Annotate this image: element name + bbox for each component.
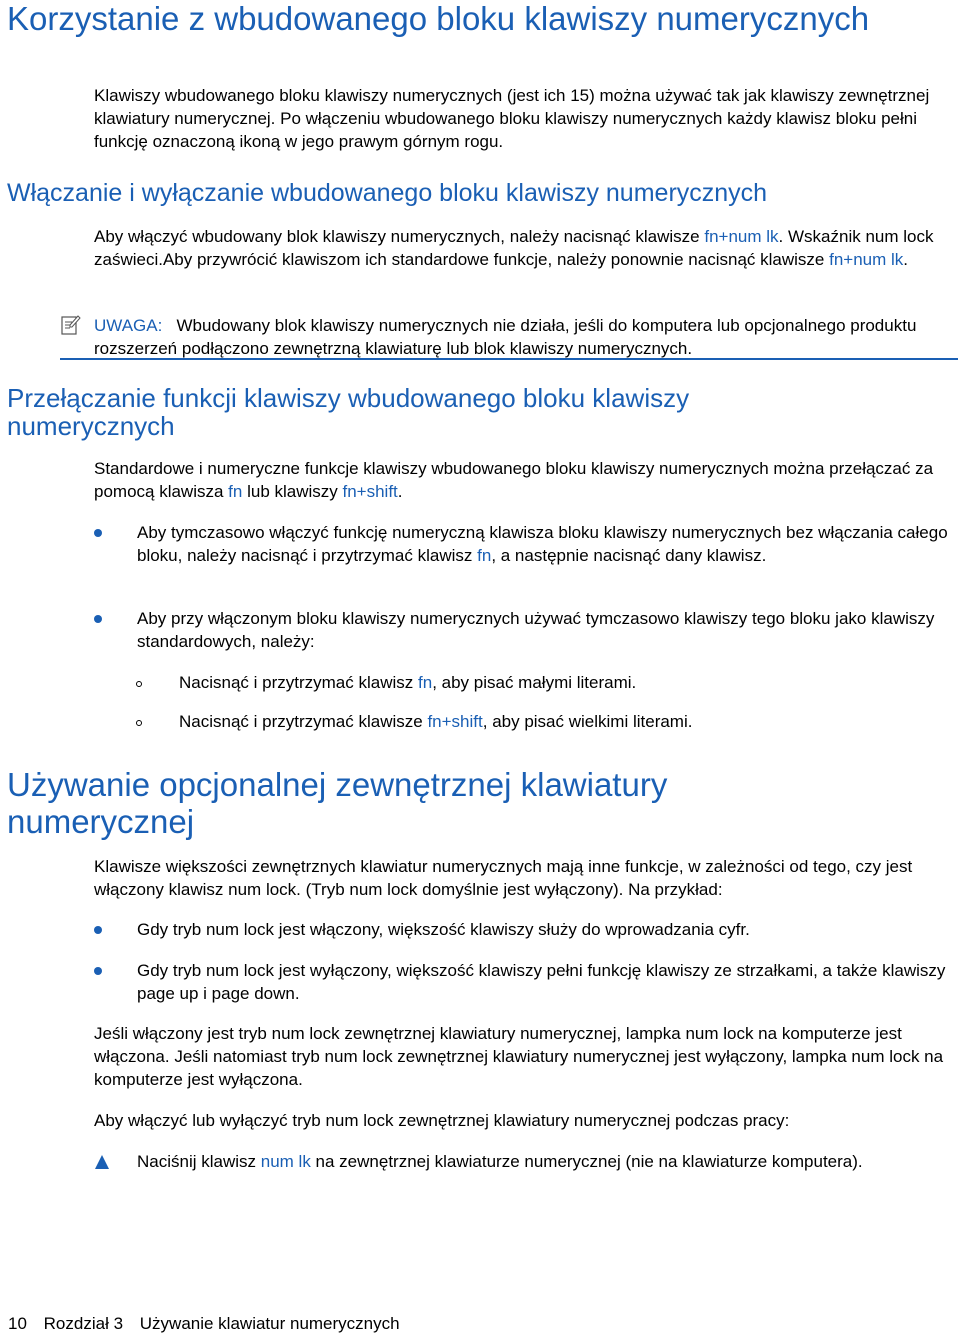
text-part: . xyxy=(397,482,403,501)
text-part: . Wskaźnik num lock zaświeci.Aby przywrócić klawiszom ich standardowe funkcje, należy ponownie nacisnąć klawisze xyxy=(94,227,934,269)
section-title-built-in-keypad: Korzystanie z wbudowanego bloku klawiszy numerycznych xyxy=(7,0,870,37)
switch-paragraph xyxy=(94,457,956,503)
text-part: Standardowe i numeryczne funkcje klawiszy wbudowanego bloku klawiszy numerycznych można przełączać za pomocą klawisza xyxy=(94,459,934,501)
key-num-lk: num lk xyxy=(260,1152,311,1171)
text-part: , aby pisać małymi literami. xyxy=(432,673,637,692)
step-text xyxy=(137,1150,960,1173)
sub-list-item-text xyxy=(179,671,956,694)
text-part: , a następnie nacisnąć dany klawisz. xyxy=(491,546,767,565)
key-fn-shift: fn+shift xyxy=(427,712,483,731)
key-fn-shift: fn+shift xyxy=(342,482,398,501)
note-text xyxy=(94,314,958,360)
external-paragraph: Klawisze większości zewnętrznych klawiatur numerycznych mają inne funkcje, w zależności od tego, czy jest włączony klawisz num lock. (Tryb num lock domyślnie jest wyłączony). Na przykład: xyxy=(94,857,913,899)
text-part: Aby włączyć wbudowany blok klawiszy numerycznych, należy nacisnąć klawisze xyxy=(94,227,705,246)
toggle-instruction-paragraph: Aby włączyć lub wyłączyć tryb num lock zewnętrznej klawiatury numerycznej podczas pracy: xyxy=(94,1111,790,1130)
section-title-switch-functions: Przełączanie funkcji klawiszy wbudowanego bloku klawiszy numerycznych xyxy=(7,383,690,441)
sub-list-item-text xyxy=(179,710,956,733)
text-part: Nacisnąć i przytrzymać klawisz xyxy=(179,673,418,692)
note-label: UWAGA: xyxy=(94,316,163,335)
list-item xyxy=(94,959,960,1005)
list-item-text: Gdy tryb num lock jest włączony, większość klawiszy służy do wprowadzania cyfr. xyxy=(137,920,750,939)
text-part: Nacisnąć i przytrzymać klawisze xyxy=(179,712,428,731)
page-footer xyxy=(8,1313,412,1335)
list-item-text: Gdy tryb num lock jest wyłączony, większość klawiszy pełni funkcję klawiszy ze strzałkami, a także klawiszy page up i page down. xyxy=(137,961,946,1003)
key-fn: fn xyxy=(228,482,243,501)
list-item-text xyxy=(137,521,960,567)
step-item xyxy=(94,1150,960,1173)
list-item xyxy=(94,918,960,941)
bullet-dot-icon xyxy=(94,926,102,934)
sub-list-item xyxy=(136,710,956,733)
text-part: , aby pisać wielkimi literami. xyxy=(482,712,693,731)
list-item-text: Aby przy włączonym bloku klawiszy numerycznych używać tymczasowo klawiszy tego bloku jako klawiszy standardowych, należy: xyxy=(137,609,935,651)
circle-bullet-icon xyxy=(136,681,142,687)
key-fn: fn xyxy=(477,546,492,565)
triangle-arrow-icon xyxy=(95,1155,109,1169)
bullet-dot-icon xyxy=(94,529,102,537)
chapter-label: Rozdział 3 xyxy=(43,1314,124,1333)
list-item xyxy=(94,521,960,567)
text-part: lub klawiszy xyxy=(242,482,343,501)
text-part: na zewnętrznej klawiaturze numerycznej (nie na klawiaturze komputera). xyxy=(310,1152,863,1171)
sub-list-item xyxy=(136,671,956,694)
text-part: Aby tymczasowo włączyć funkcję numeryczną klawisza bloku klawiszy numerycznych bez włączania całego bloku, należy nacisnąć i przytrzymać klawisz xyxy=(137,523,948,565)
note-body: Wbudowany blok klawiszy numerycznych nie działa, jeśli do komputera lub opcjonalnego produktu rozszerzeń podłączono zewnętrzną klawiaturę lub blok klawiszy numerycznych. xyxy=(94,316,917,358)
chapter-title: Używanie klawiatur numerycznych xyxy=(139,1314,400,1333)
text-part: Naciśnij klawisz xyxy=(137,1152,261,1171)
key-fn-numlk: fn+num lk xyxy=(704,227,779,246)
section-title-external-keypad: Używanie opcjonalnej zewnętrznej klawiatury numerycznej xyxy=(7,766,668,840)
bullet-dot-icon xyxy=(94,967,102,975)
key-fn-numlk: fn+num lk xyxy=(829,250,904,269)
note-box xyxy=(60,314,958,360)
numlock-lamp-paragraph: Jeśli włączony jest tryb num lock zewnętrznej klawiatury numerycznej, lampka num lock na komputerze jest włączona. Jeśli natomiast tryb num lock zewnętrznej klawiatury numerycznej jest wyłączony, lampka num lock na komputerze jest wyłączona. xyxy=(94,1024,944,1089)
enable-paragraph xyxy=(94,225,956,271)
bullet-dot-icon xyxy=(94,615,102,623)
list-item xyxy=(94,607,960,653)
circle-bullet-icon xyxy=(136,720,142,726)
text-part: . xyxy=(903,250,909,269)
section-title-enable-disable: Włączanie i wyłączanie wbudowanego bloku klawiszy numerycznych xyxy=(7,179,768,207)
key-fn: fn xyxy=(418,673,433,692)
note-pencil-icon xyxy=(60,314,82,341)
intro-paragraph: Klawiszy wbudowanego bloku klawiszy numerycznych (jest ich 15) można używać tak jak klawiszy zewnętrznej klawiatury numerycznej. Po włączeniu wbudowanego bloku klawiszy numerycznych każdy klawisz bloku pełni funkcję oznaczoną ikoną w jego prawym górnym rogu. xyxy=(94,86,930,151)
page-number: 10 xyxy=(8,1314,27,1333)
